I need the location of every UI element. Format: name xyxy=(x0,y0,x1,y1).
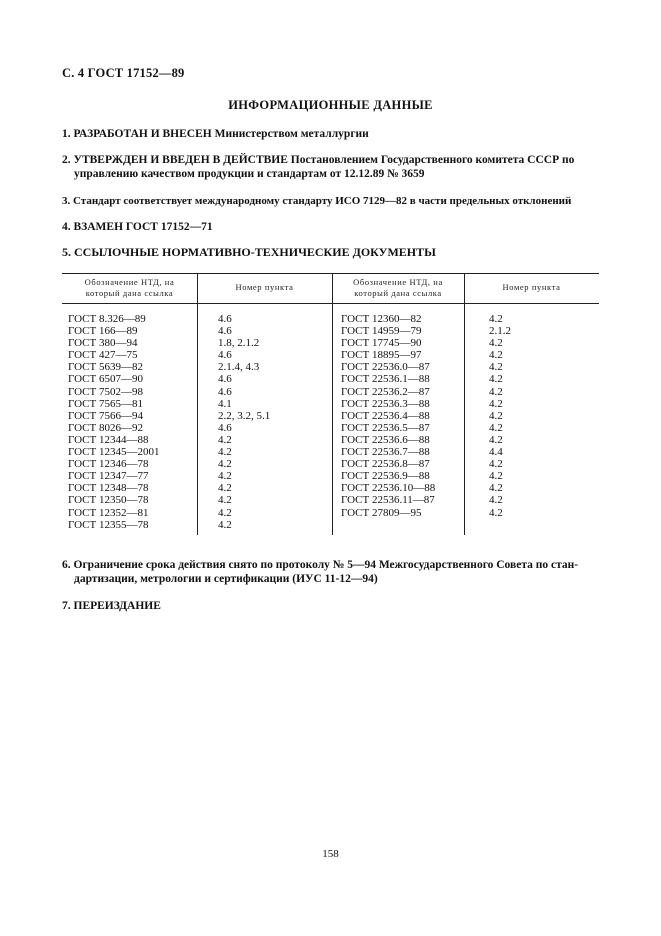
right-doc-cell: ГОСТ 22536.1—88 xyxy=(341,373,430,386)
table-top-rule xyxy=(62,273,599,274)
right-point-cell: 4.2 xyxy=(489,409,503,422)
left-doc-cell: ГОСТ 12348—78 xyxy=(68,482,149,495)
page-number: 158 xyxy=(322,848,339,860)
left-point-cell: 4.2 xyxy=(218,433,232,446)
left-point-cell: 4.6 xyxy=(218,373,232,386)
right-doc-cell: ГОСТ 22536.9—88 xyxy=(341,470,430,483)
left-point-cell: 2.2, 3.2, 5.1 xyxy=(218,409,271,422)
right-doc-cell: ГОСТ 22536.11—87 xyxy=(341,494,435,507)
right-point-column xyxy=(489,313,511,519)
right-doc-column xyxy=(341,313,435,519)
right-doc-cell: ГОСТ 22536.10—88 xyxy=(341,482,436,495)
right-point-cell: 4.2 xyxy=(489,385,503,398)
left-point-cell: 4.2 xyxy=(218,506,232,519)
right-point-cell: 4.2 xyxy=(489,349,503,362)
right-doc-cell: ГОСТ 22536.3—88 xyxy=(341,397,430,410)
left-doc-cell: ГОСТ 7502—98 xyxy=(68,385,143,398)
left-doc-cell: ГОСТ 8026—92 xyxy=(68,421,143,434)
left-doc-cell: ГОСТ 12352—81 xyxy=(68,506,149,519)
info-item-6-line-1: 6. Ограничение срока действия снято по протоколу № 5—94 Межгосударственного Совета по стан- xyxy=(62,559,579,571)
right-point-cell: 4.2 xyxy=(489,373,503,386)
right-point-cell: 4.2 xyxy=(489,397,503,410)
left-doc-cell: ГОСТ 12345—2001 xyxy=(68,446,160,459)
table-divider-3 xyxy=(464,273,465,535)
left-doc-cell: ГОСТ 12355—78 xyxy=(68,518,149,531)
left-point-cell: 4.2 xyxy=(218,458,232,471)
info-item-6 xyxy=(62,558,602,586)
right-point-cell: 4.2 xyxy=(489,494,503,507)
info-item-2-line-1: 2. УТВЕРЖДЕН И ВВЕДЕН В ДЕЙСТВИЕ Постановлением Государственного комитета СССР по xyxy=(62,154,575,166)
right-doc-cell: ГОСТ 18895—97 xyxy=(341,349,422,362)
left-doc-cell: ГОСТ 5639—82 xyxy=(68,361,143,374)
left-point-cell: 4.6 xyxy=(218,421,232,434)
info-item-2 xyxy=(62,153,602,181)
right-doc-cell: ГОСТ 22536.4—88 xyxy=(341,409,430,422)
info-item-4: 4. ВЗАМЕН ГОСТ 17152—71 xyxy=(62,221,213,233)
right-doc-cell: ГОСТ 12360—82 xyxy=(341,313,422,325)
left-point-cell: 4.6 xyxy=(218,349,232,362)
right-point-cell: 4.2 xyxy=(489,482,503,495)
right-doc-cell: ГОСТ 14959—79 xyxy=(341,325,422,338)
right-point-cell: 4.2 xyxy=(489,361,503,374)
left-point-cell: 4.2 xyxy=(218,470,232,483)
info-item-1: 1. РАЗРАБОТАН И ВНЕСЕН Министерством металлургии xyxy=(62,128,369,140)
header-doc-line-1: Обозначение НТД, на xyxy=(353,277,443,287)
info-item-2-line-2: управлению качеством продукции и стандартам от 12.12.89 № 3659 xyxy=(74,168,425,180)
info-item-3: 3. Стандарт соответствует международному стандарту ИСО 7129—82 в части предельных отклонений xyxy=(62,195,572,207)
right-point-cell: 4.4 xyxy=(489,446,503,459)
right-doc-cell: ГОСТ 22536.8—87 xyxy=(341,458,430,471)
left-point-cell: 4.2 xyxy=(218,482,232,495)
right-doc-cell: ГОСТ 22536.2—87 xyxy=(341,385,430,398)
header-doc-right xyxy=(332,277,464,299)
left-point-cell: 4.6 xyxy=(218,385,232,398)
right-point-cell: 4.2 xyxy=(489,458,503,471)
left-point-cell: 4.1 xyxy=(218,397,232,410)
right-doc-cell: ГОСТ 22536.0—87 xyxy=(341,361,430,374)
info-item-5: 5. ССЫЛОЧНЫЕ НОРМАТИВНО-ТЕХНИЧЕСКИЕ ДОКУМЕНТЫ xyxy=(62,245,436,259)
left-point-cell: 4.2 xyxy=(218,446,232,459)
left-point-cell: 4.2 xyxy=(218,518,232,531)
left-point-cell: 2.1.4, 4.3 xyxy=(218,361,260,374)
left-point-cell: 4.6 xyxy=(218,313,232,325)
right-doc-cell: ГОСТ 22536.6—88 xyxy=(341,433,430,446)
header-doc-line-2: который дана ссылка xyxy=(85,288,174,298)
left-doc-cell: ГОСТ 166—89 xyxy=(68,325,138,338)
right-point-cell: 4.2 xyxy=(489,313,503,325)
left-point-column xyxy=(218,313,270,531)
right-point-cell: 4.2 xyxy=(489,421,503,434)
table-divider-1 xyxy=(197,273,198,535)
left-doc-cell: ГОСТ 12344—88 xyxy=(68,433,149,446)
right-point-cell: 4.2 xyxy=(489,470,503,483)
left-doc-cell: ГОСТ 7565—81 xyxy=(68,397,143,410)
left-doc-cell: ГОСТ 427—75 xyxy=(68,349,138,362)
left-point-cell: 1.8, 2.1.2 xyxy=(218,337,260,350)
header-doc-left xyxy=(62,277,197,299)
page-header: С. 4 ГОСТ 17152—89 xyxy=(62,66,185,80)
header-doc-line-2: который дана ссылка xyxy=(354,288,442,298)
left-doc-cell: ГОСТ 8.326—89 xyxy=(68,313,146,325)
right-point-cell: 2.1.2 xyxy=(489,325,511,338)
right-doc-cell: ГОСТ 27809—95 xyxy=(341,506,422,519)
left-doc-cell: ГОСТ 12350—78 xyxy=(68,494,149,507)
left-doc-column xyxy=(68,313,159,531)
header-point-left: Номер пункта xyxy=(235,282,294,292)
header-point-right: Номер пункта xyxy=(502,282,561,292)
right-doc-cell: ГОСТ 22536.7—88 xyxy=(341,446,430,459)
right-point-cell: 4.2 xyxy=(489,337,503,350)
left-doc-cell: ГОСТ 12346—78 xyxy=(68,458,149,471)
right-point-cell: 4.2 xyxy=(489,506,503,519)
info-item-7: 7. ПЕРЕИЗДАНИЕ xyxy=(62,600,161,612)
table-divider-2 xyxy=(332,273,333,535)
left-doc-cell: ГОСТ 6507—90 xyxy=(68,373,143,386)
references-table xyxy=(62,273,599,535)
right-doc-cell: ГОСТ 17745—90 xyxy=(341,337,422,350)
left-doc-cell: ГОСТ 380—94 xyxy=(68,337,138,350)
info-item-6-line-2: дартизации, метрологии и сертификации (ИУС 11-12—94) xyxy=(74,573,378,585)
left-doc-cell: ГОСТ 12347—77 xyxy=(68,470,149,483)
left-doc-cell: ГОСТ 7566—94 xyxy=(68,409,143,422)
right-doc-cell: ГОСТ 22536.5—87 xyxy=(341,421,430,434)
right-point-cell: 4.2 xyxy=(489,433,503,446)
table-header-rule xyxy=(62,303,599,304)
header-doc-line-1: Обозначение НТД, на xyxy=(84,277,175,287)
section-title: ИНФОРМАЦИОННЫЕ ДАННЫЕ xyxy=(228,98,433,112)
left-point-cell: 4.6 xyxy=(218,325,232,338)
left-point-cell: 4.2 xyxy=(218,494,232,507)
